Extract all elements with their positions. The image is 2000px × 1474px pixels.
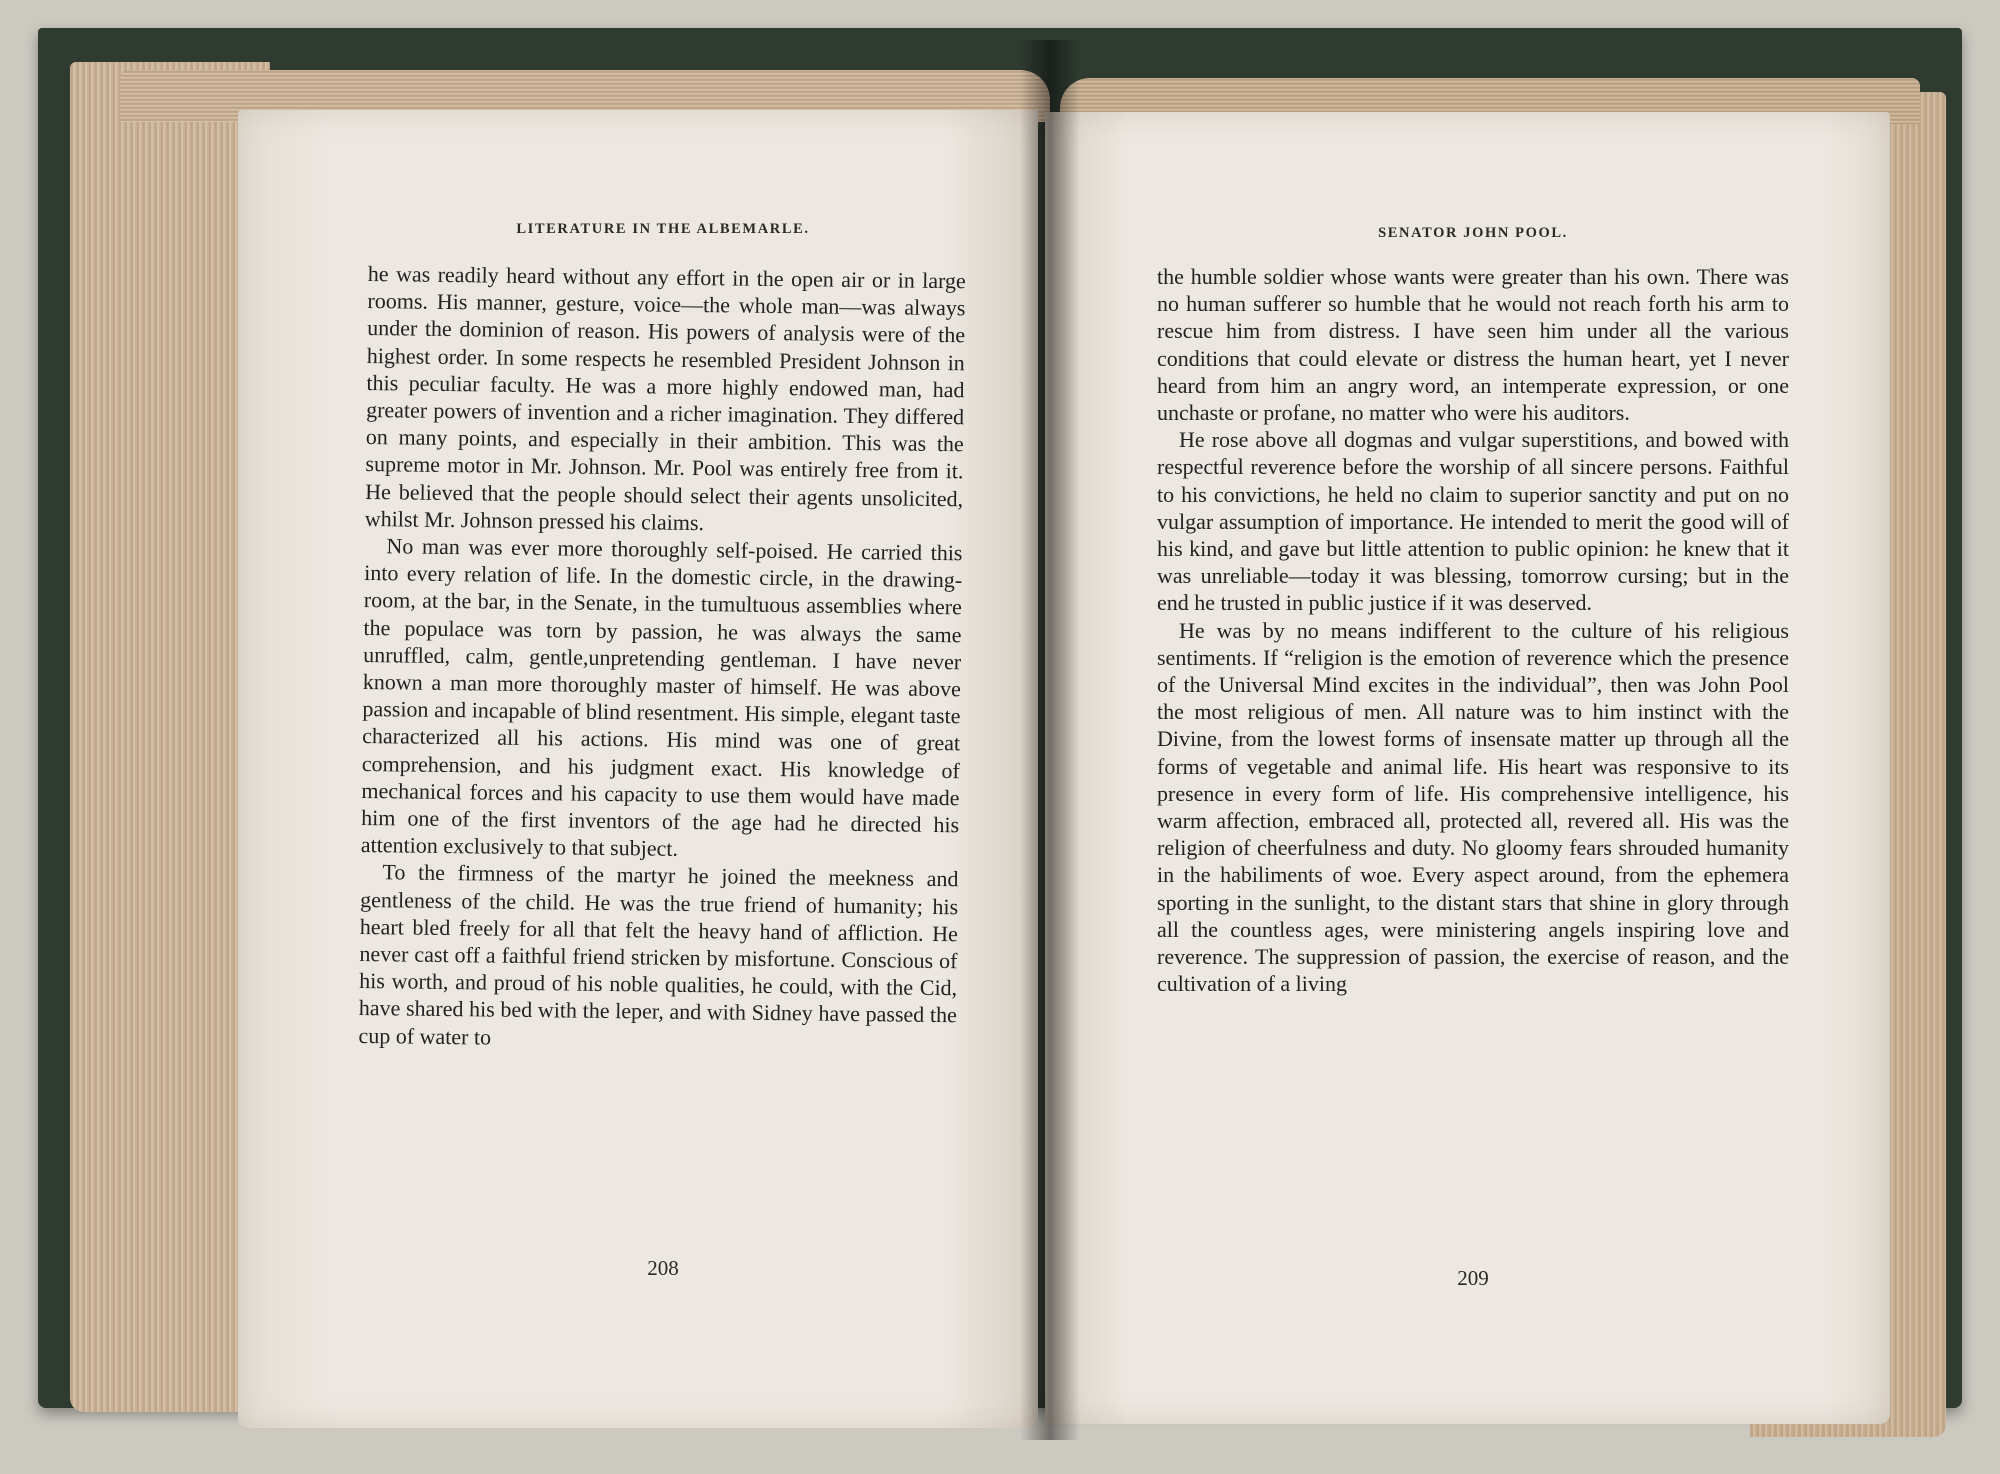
right-paragraph-3: He was by no means indifferent to the culture of his religious sentiments. If “religion is the emotion of reverence which the presence of the Universal Mind excites in the individual”, then was John Pool the most religious of men. All nature was to him instinct with the Divine, from the lowest forms of insensate matter up through all the forms of vegetable and animal life. His heart was responsive to its presence in every form of life. His comprehensive intelligence, his warm affection, embraced all, protected all, revered all. His was the religion of cheerfulness and duty. No gloomy fears shrouded humanity in the habiliments of woe. Every aspect around, from the ephemera sporting in the sunlight, to the distant stars that shine in glory through all the countless ages, were ministering angels inspiring love and reverence. The suppression of passion, the exercise of reason, and the cultivation of a living [1157, 617, 1789, 997]
left-paragraph-3: To the firmness of the martyr he joined the meekness and gentleness of the child. He was the true friend of humanity; his heart bled freely for all that felt the heavy hand of affliction. He never cast off a faithful friend stricken by misfortune. Conscious of his worth, and proud of his noble qualities, he could, with the Cid, have shared his bed with the leper, and with Sidney have passed the cup of water to [358, 859, 959, 1050]
right-paragraph-1: the humble soldier whose wants were greater than his own. There was no human sufferer so humble that he would not reach forth his arm to rescue him from distress. I have seen him under all the various conditions that could elevate or distress the human heart, yet I never heard from him an angry word, an intemperate expression, or one unchaste or profane, no matter who were his auditors. [1157, 264, 1789, 426]
left-paragraph-1: he was readily heard without any effort in the open air or in large rooms. His manner, gesture, voice—the whole man—was always under the dominion of reason. His powers of analysis were of the highest order. In some respects he resembled President Johnson in this peculiar faculty. He was a more highly endowed man, had greater powers of invention and a richer imagination. They differed on many points, and especially in their ambition. This was the supreme motor in Mr. Johnson. Mr. Pool was entirely free from it. He believed that the people should select their agents unsolicited, whilst Mr. Johnson pressed his claims. [364, 260, 966, 535]
right-running-head: SENATOR JOHN POOL. [1378, 225, 1568, 241]
book-gutter-shadow [1020, 40, 1080, 1440]
left-running-head: LITERATURE IN THE ALBEMARLE. [516, 221, 810, 237]
left-page [238, 110, 1038, 1428]
left-paragraph-2: No man was ever more thoroughly self-poised. He carried this into every relation of life. In the domestic circle, in the drawing-room, at the bar, in the Senate, in the tumultuous assemblies where the populace was torn by passion, he was always the same unruffled, calm, gentle,unpretending gentleman. I have never known a man more thoroughly master of himself. He was above passion and incapable of blind resentment. His simple, elegant taste characterized all his actions. His mind was one of great comprehension, and his judgment exact. His knowledge of mechanical forces and his capacity to use them would have made him one of the first inventors of the age had he directed his attention exclusively to that subject. [360, 533, 963, 862]
right-page-number: 209 [1457, 1266, 1489, 1290]
left-page-body [358, 260, 966, 1056]
right-paragraph-2: He rose above all dogmas and vulgar superstitions, and bowed with respectful reverence before the worship of all sincere persons. Faithful to his convictions, he held no claim to superior sanctity and put on no vulgar assumption of importance. He intended to merit the good will of his kind, and gave but little attention to public opinion: he knew that it was unreliable—today it was blessing, tomorrow cursing; but in the end he trusted in public justice if it was deserved. [1157, 427, 1789, 616]
right-page-body [1157, 263, 1789, 997]
right-page [1045, 112, 1890, 1424]
left-page-number: 208 [647, 1256, 679, 1280]
